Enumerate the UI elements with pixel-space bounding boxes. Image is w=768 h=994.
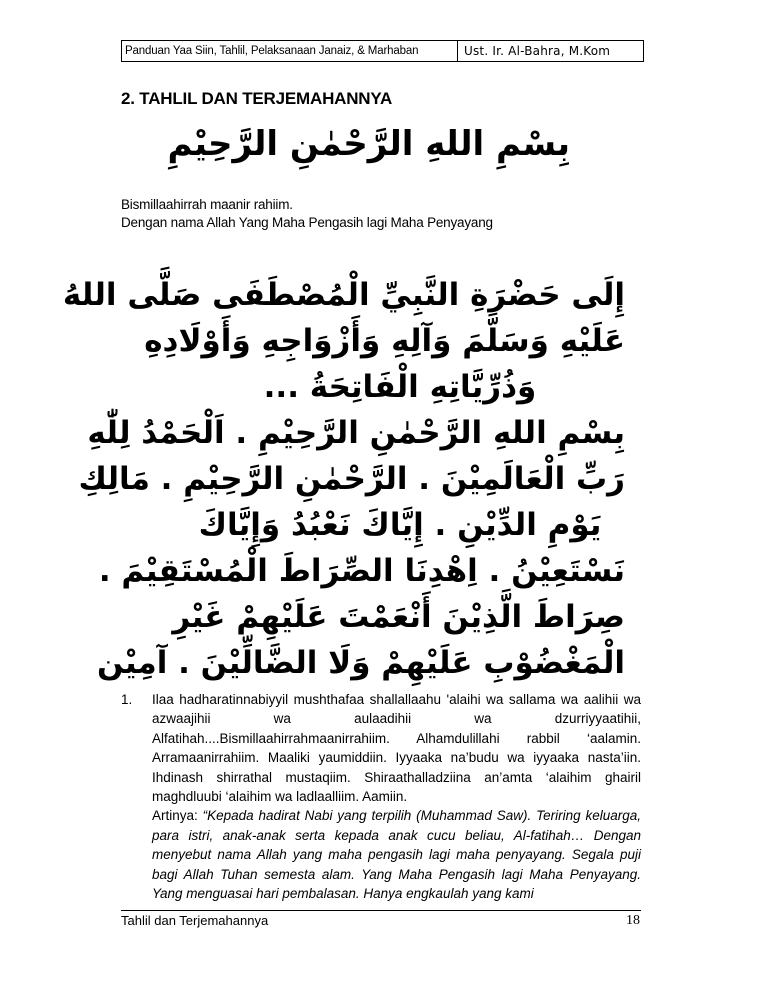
arabic-line: الْمَغْضُوْبِ عَلَيْهِمْ وَلَا الضَّالِّيْنَ . آمِيْن xyxy=(96,645,625,681)
header-book-title: Panduan Yaa Siin, Tahlil, Pelaksanaan Janaiz, & Marhaban xyxy=(122,41,458,61)
basmalah-translation: Dengan nama Allah Yang Maha Pengasih lagi Maha Penyayang xyxy=(121,215,493,230)
basmalah-calligraphy: بِسْمِ اللهِ الرَّحْمٰنِ الرَّحِيْمِ xyxy=(167,124,570,164)
basmalah-transliteration: Bismillaahirrah maanir rahiim. xyxy=(121,197,293,212)
arabic-line: بِسْمِ اللهِ الرَّحْمٰنِ الرَّحِيْمِ . اَلْحَمْدُ لِلّٰهِ xyxy=(87,415,625,451)
arabic-line: نَسْتَعِيْنُ . اِهْدِنَا الصِّرَاطَ الْمُسْتَقِيْمَ . xyxy=(98,553,625,589)
basmalah-text xyxy=(121,196,493,232)
page-header xyxy=(121,40,644,62)
arabic-line: يَوْمِ الدِّيْنِ . إِيَّاكَ نَعْبُدُ وَإِيَّاكَ xyxy=(198,507,602,543)
footer-divider xyxy=(121,910,641,911)
arabic-line: وَذُرِّيَّاتِهِ الْفَاتِحَةُ ... xyxy=(263,369,537,405)
list-item-number: 1. xyxy=(121,692,133,707)
arabic-line: عَلَيْهِ وَسَلَّمَ وَآلِهِ وَأَزْوَاجِهِ وَأَوْلَادِهِ xyxy=(144,323,625,359)
list-item-body xyxy=(152,690,641,903)
arabic-tahlil-text xyxy=(62,272,625,686)
list-item xyxy=(121,690,641,903)
footer-chapter-title: Tahlil dan Terjemahannya xyxy=(121,913,269,928)
arabic-line: صِرَاطَ الَّذِيْنَ أَنْعَمْتَ عَلَيْهِمْ غَيْرِ xyxy=(172,599,625,635)
arabic-line: رَبِّ الْعَالَمِيْنَ . الرَّحْمٰنِ الرَّحِيْمِ . مَالِكِ xyxy=(78,461,625,497)
translation-label: Artinya: xyxy=(152,808,203,824)
item-transliteration: Ilaa hadharatinnabiyyil mushthafaa shallallaahu 'alaihi wa sallama wa aalihii wa azwaajihii wa aulaadihii wa dzurriyyaatihii, Alfatihah....Bismillaahirrahmaanirrahiim. Alhamdulillahi rabbil ‘aalamin. Arramaanirrahiim. Maaliki yaumiddiin. Iyyaaka na’budu wa iyyaaka nasta’iin. Ihdinash shirrathal mustaqiim. Shiraathalladziina an’amta ‘alaihim ghairil maghdluubi ‘alaihim wa ladlaalliim. Aamiin. xyxy=(152,692,641,805)
arabic-line: إِلَى حَضْرَةِ النَّبِيِّ الْمُصْطَفَى صَلَّى اللهُ xyxy=(62,277,625,313)
page-number: 18 xyxy=(626,913,640,928)
section-title: 2. TAHLIL DAN TERJEMAHANNYA xyxy=(121,89,393,108)
item-translation: “Kepada hadirat Nabi yang terpilih (Muhammad Saw). Teriring keluarga, para istri, anak-anak serta kepada anak cucu beliau, Al-fatihah… Dengan menyebut nama Allah yang maha pengasih lagi maha penyayang. Segala puji bagi Allah Tuhan semesta alam. Yang Maha Pengasih lagi Maha Penyayang. Yang menguasai hari pembalasan. Hanya engkaulah yang kami xyxy=(152,808,641,902)
item-translation-paragraph xyxy=(152,806,641,903)
header-author: Ust. Ir. Al-Bahra, M.Kom xyxy=(464,44,611,58)
